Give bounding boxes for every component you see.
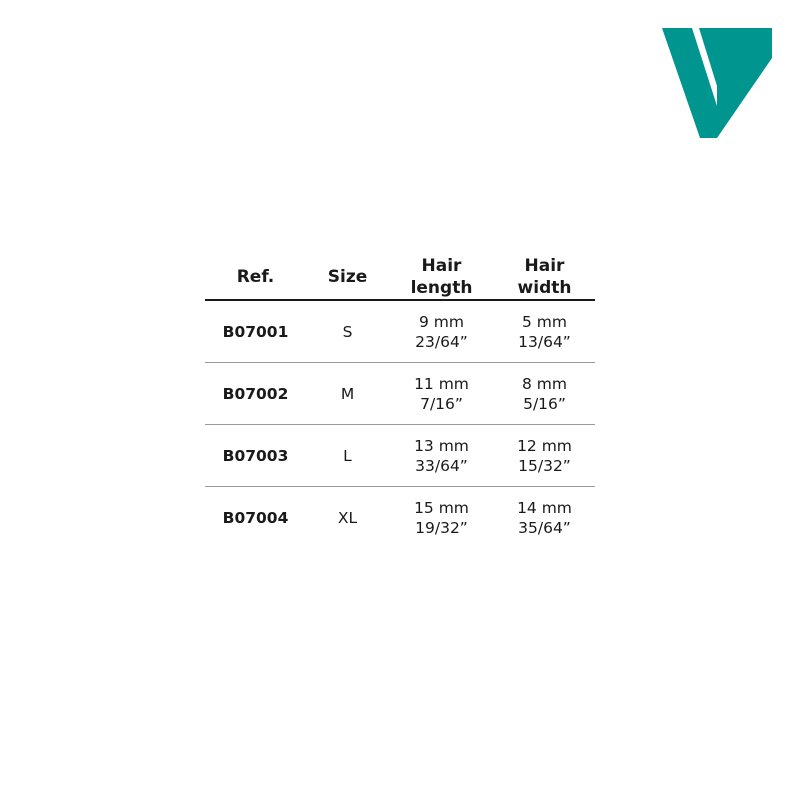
specification-table (205, 255, 595, 548)
table-row (205, 300, 595, 363)
cell-hair-length-in: 19/32” (415, 518, 468, 537)
cell-hair-length (389, 363, 494, 425)
column-header-hair-width (494, 255, 595, 300)
table-header-row (205, 255, 595, 300)
cell-hair-width-mm: 5 mm (522, 312, 567, 331)
cell-ref: B07002 (222, 384, 289, 403)
cell-hair-length-in: 23/64” (415, 332, 468, 351)
cell-hair-length-mm: 15 mm (414, 498, 469, 517)
cell-hair-width-mm: 8 mm (522, 374, 567, 393)
cell-ref: B07004 (222, 508, 289, 527)
table-row (205, 487, 595, 549)
column-header-hair-width-line-2: width (517, 278, 572, 298)
cell-hair-length-mm: 9 mm (419, 312, 464, 331)
cell-size: XL (337, 508, 358, 527)
cell-size: M (340, 384, 355, 403)
v-logo-icon (662, 28, 772, 138)
column-header-hair-width-line-1: Hair (524, 256, 565, 276)
cell-hair-width-in: 15/32” (518, 456, 571, 475)
cell-hair-width (494, 487, 595, 549)
cell-hair-width-in: 35/64” (518, 518, 571, 537)
column-header-size (306, 255, 389, 300)
cell-hair-length-mm: 11 mm (414, 374, 469, 393)
cell-hair-length (389, 300, 494, 363)
cell-hair-length-mm: 13 mm (414, 436, 469, 455)
cell-hair-width-in: 5/16” (523, 394, 566, 413)
cell-ref: B07003 (222, 446, 289, 465)
table-header (205, 255, 595, 300)
cell-hair-width (494, 300, 595, 363)
column-header-hair-length (389, 255, 494, 300)
column-header-hair-length-line-2: length (410, 278, 473, 298)
cell-hair-width-in: 13/64” (518, 332, 571, 351)
column-header-hair-length-line-1: Hair (421, 256, 462, 276)
cell-hair-length-in: 7/16” (420, 394, 463, 413)
cell-hair-length (389, 487, 494, 549)
cell-hair-width-mm: 14 mm (517, 498, 572, 517)
column-header-ref (205, 255, 306, 300)
cell-ref: B07001 (222, 322, 289, 341)
cell-hair-width (494, 425, 595, 487)
column-header-ref-line-1: Ref. (236, 267, 275, 287)
cell-hair-length-in: 33/64” (415, 456, 468, 475)
table-body (205, 300, 595, 548)
column-header-size-line-1: Size (327, 267, 368, 287)
spec-table-container (205, 255, 595, 548)
brand-logo (662, 28, 772, 138)
cell-hair-length (389, 425, 494, 487)
cell-size: L (343, 446, 352, 465)
table-row (205, 363, 595, 425)
table-row (205, 425, 595, 487)
cell-size: S (342, 322, 353, 341)
cell-hair-width-mm: 12 mm (517, 436, 572, 455)
cell-hair-width (494, 363, 595, 425)
